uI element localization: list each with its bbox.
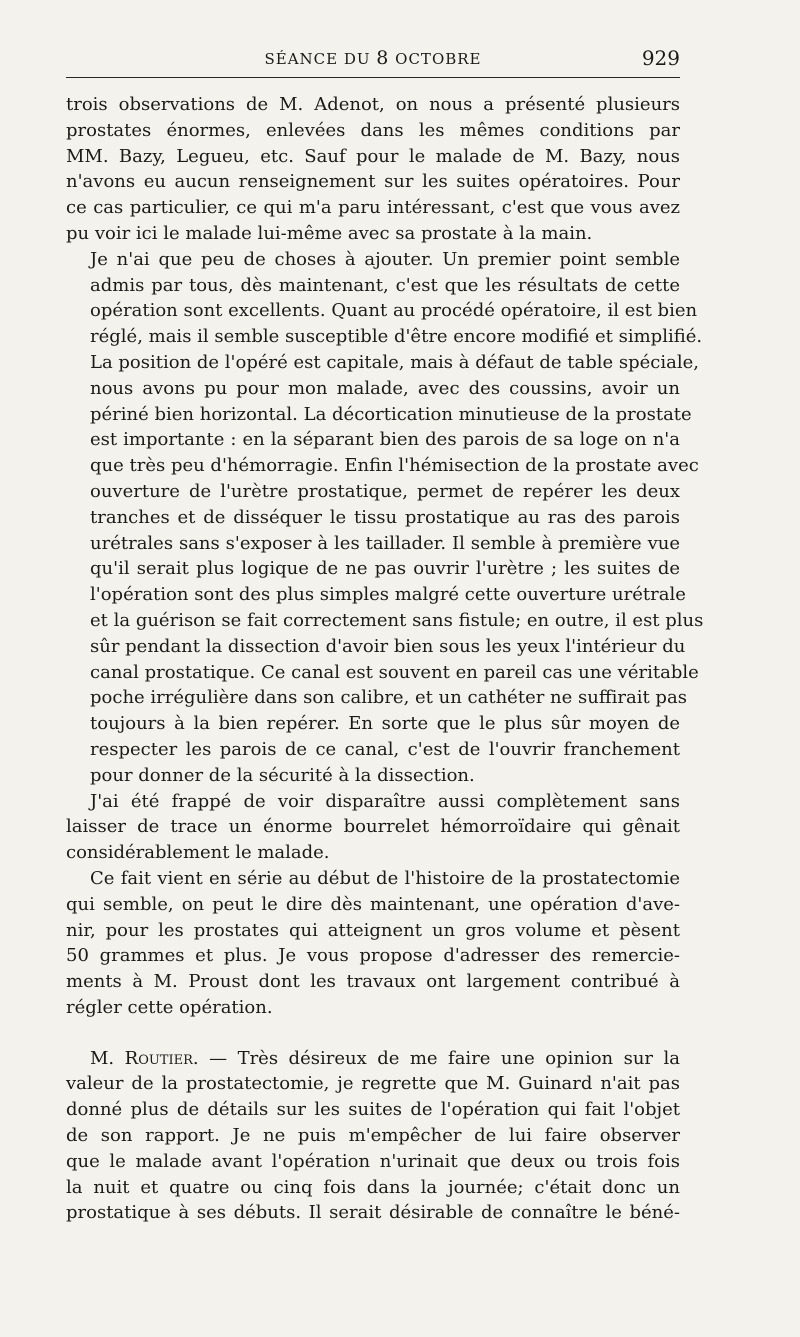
text-line: régler cette opération.: [66, 996, 273, 1018]
text-line: pour donner de la sécurité à la dissection.: [90, 764, 475, 786]
text-line: réglé, mais il semble susceptible d'être encore modifié et simplifié.: [90, 326, 703, 348]
paragraph-1: [66, 92, 680, 247]
text-line: pu voir ici le malade lui-même avec sa prostate à la main.: [66, 222, 593, 244]
text-line: J'ai été frappé de voir disparaître aussi complètement sans: [90, 790, 680, 812]
text-line: toujours à la bien repérer. En sorte que le plus sûr moyen de: [90, 713, 680, 735]
speaker-prefix: M.: [90, 1047, 125, 1069]
text-line: nir, pour les prostates qui atteignent un gros volume et pèsent: [66, 919, 680, 941]
text-line: MM. Bazy, Legueu, etc. Sauf pour le malade de M. Bazy, nous: [66, 145, 680, 167]
text-line: de son rapport. Je ne puis m'empêcher de lui faire observer: [66, 1125, 680, 1147]
text-line: tranches et de disséquer le tissu prostatique au ras des parois: [90, 506, 680, 528]
text-line: poche irrégulière dans son calibre, et un cathéter ne suffirait pas: [90, 687, 687, 709]
text-line: donné plus de détails sur les suites de l'opération qui fait l'objet: [66, 1099, 680, 1121]
text-line: la nuit et quatre ou cinq fois dans la journée; c'était donc un: [66, 1176, 680, 1198]
text-line: Je n'ai que peu de choses à ajouter. Un premier point semble: [90, 248, 680, 270]
text-line: valeur de la prostatectomie, je regrette que M. Guinard n'ait pas: [66, 1073, 680, 1095]
text-line: respecter les parois de ce canal, c'est de l'ouvrir franchement: [90, 738, 680, 760]
text-line: admis par tous, dès maintenant, c'est que les résultats de cette: [90, 274, 680, 296]
text-line: trois observations de M. Adenot, on nous a présenté plusieurs: [66, 94, 680, 115]
speaker-line-rest: . — Très désireux de me faire une opinion sur la: [192, 1047, 681, 1069]
text-line: opération sont excellents. Quant au procédé opératoire, il est bien: [90, 300, 698, 322]
text-line: nous avons pu pour mon malade, avec des coussins, avoir un: [90, 377, 680, 399]
text-line: considérablement le malade.: [66, 842, 330, 864]
text-line: La position de l'opéré est capitale, mais à défaut de table spéciale,: [90, 351, 699, 373]
text-line: que très peu d'hémorragie. Enfin l'hémisection de la prostate avec: [90, 455, 699, 477]
text-line: ouverture de l'urètre prostatique, permet de repérer les deux: [90, 480, 680, 502]
text-line: est importante : en la séparant bien des parois de sa loge on n'a: [90, 429, 680, 451]
text-line: que le malade avant l'opération n'urinait que deux ou trois fois: [66, 1150, 680, 1172]
running-header: [66, 40, 680, 76]
text-line: périné bien horizontal. La décortication minutieuse de la prostate: [90, 403, 692, 425]
paragraph-2: [66, 247, 704, 789]
body-text: [66, 92, 704, 1226]
text-line: qu'il serait plus logique de ne pas ouvrir l'urètre ; les suites de: [90, 558, 680, 580]
text-line: ce cas particulier, ce qui m'a paru intéressant, c'est que vous avez: [66, 197, 680, 219]
text-line: [66, 1046, 680, 1072]
header-rule: [66, 77, 680, 78]
text-line: Ce fait vient en série au début de l'histoire de la prostatectomie: [90, 867, 680, 889]
text-line: prostates énormes, enlevées dans les mêmes conditions par: [66, 119, 680, 141]
text-line: prostatique à ses débuts. Il serait désirable de connaître le béné-: [66, 1202, 680, 1224]
paragraph-3: [66, 789, 680, 866]
speaker-name: Routier: [124, 1047, 193, 1069]
text-line: canal prostatique. Ce canal est souvent en pareil cas une véritable: [90, 661, 699, 683]
text-line: laisser de trace un énorme bourrelet hémorroïdaire qui gênait: [66, 816, 680, 838]
text-line: n'avons eu aucun renseignement sur les suites opératoires. Pour: [66, 171, 680, 193]
running-title: SÉANCE DU 8 OCTOBRE: [264, 47, 482, 69]
text-line: qui semble, on peut le dire dès maintenant, une opération d'ave-: [66, 893, 680, 915]
text-line: urétrales sans s'exposer à les taillader. Il semble à première vue: [90, 532, 680, 554]
paragraph-4: [66, 866, 680, 1021]
text-line: ments à M. Proust dont les travaux ont largement contribué à: [66, 971, 680, 993]
text-line: 50 grammes et plus. Je vous propose d'adresser des remercie-: [66, 945, 680, 967]
page-number: 929: [641, 46, 680, 70]
text-line: l'opération sont des plus simples malgré cette ouverture urétrale: [90, 584, 686, 606]
text-line: et la guérison se fait correctement sans fistule; en outre, il est plus: [90, 609, 704, 631]
paragraph-5-routier: [66, 1046, 680, 1227]
text-line: sûr pendant la dissection d'avoir bien sous les yeux l'intérieur du: [90, 635, 686, 657]
